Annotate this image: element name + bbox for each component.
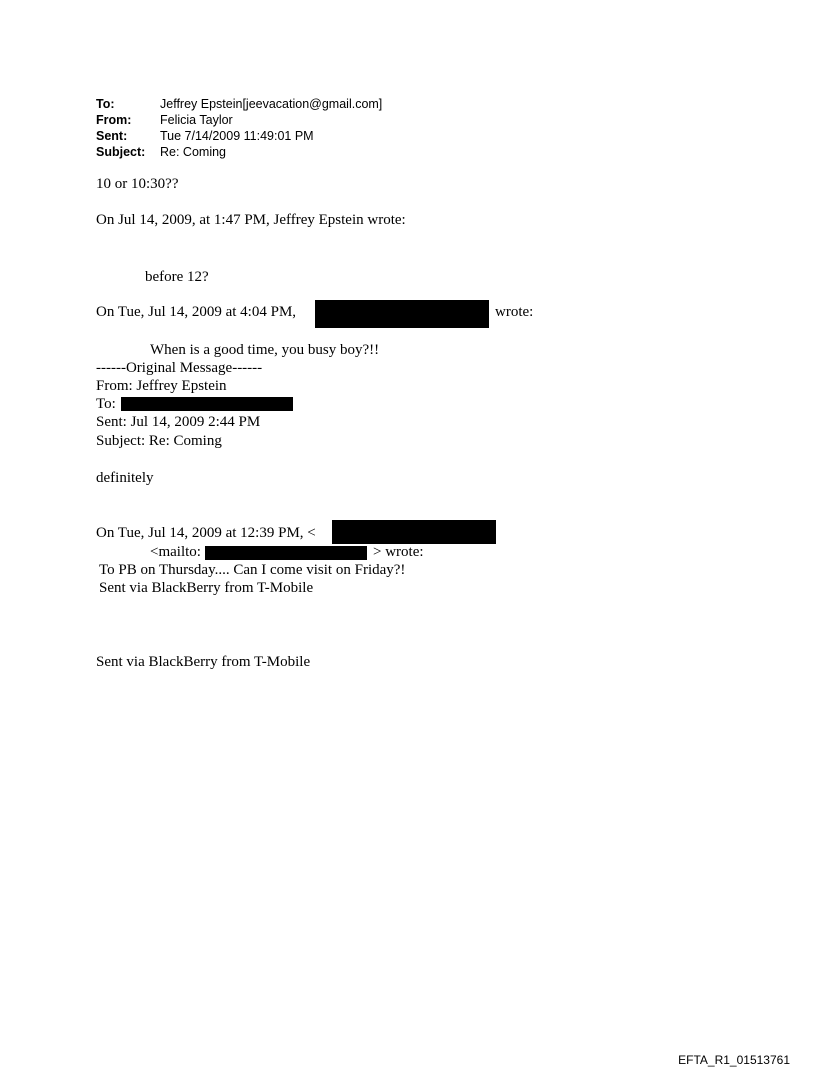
signature: Sent via BlackBerry from T-Mobile xyxy=(96,654,311,670)
email-header xyxy=(96,96,382,160)
to-row xyxy=(96,96,382,112)
sent-value: Tue 7/14/2009 11:49:01 PM xyxy=(160,129,314,143)
redaction-box xyxy=(121,397,293,411)
quote1-header: On Jul 14, 2009, at 1:47 PM, Jeffrey Epstein wrote: xyxy=(96,212,406,228)
to-label: To: xyxy=(96,97,115,111)
quote2-header xyxy=(96,303,296,321)
orig-sent: Sent: Jul 14, 2009 2:44 PM xyxy=(96,414,261,430)
orig-subject: Subject: Re: Coming xyxy=(96,433,222,449)
orig-to: To: xyxy=(96,396,116,412)
sent-row xyxy=(96,128,382,144)
quote3-line2: Sent via BlackBerry from T-Mobile xyxy=(99,580,314,596)
from-value: Felicia Taylor xyxy=(160,113,233,127)
quote3-header-prefix: On Tue, Jul 14, 2009 at 12:39 PM, < xyxy=(96,525,316,541)
sent-label: Sent: xyxy=(96,129,128,143)
quote3-line1: To PB on Thursday.... Can I come visit on Friday?! xyxy=(99,562,406,578)
redaction-box xyxy=(315,300,489,328)
orig-from: From: Jeffrey Epstein xyxy=(96,378,227,394)
original-message-separator: ------Original Message------ xyxy=(96,360,263,376)
quote3-mailto-prefix: <mailto: xyxy=(150,544,201,560)
quote2-header-prefix: On Tue, Jul 14, 2009 at 4:04 PM, xyxy=(96,304,297,320)
orig-text: definitely xyxy=(96,470,154,486)
redaction-box xyxy=(332,520,496,544)
reply-text: 10 or 10:30?? xyxy=(96,176,179,192)
from-row xyxy=(96,112,382,128)
quote2-text: When is a good time, you busy boy?!! xyxy=(150,342,380,358)
quote3-mailto-suffix: > wrote: xyxy=(373,544,424,560)
quote1-text: before 12? xyxy=(145,269,209,285)
quote2-header-suffix: wrote: xyxy=(495,304,534,320)
subject-row xyxy=(96,144,382,160)
document-id: EFTA_R1_01513761 xyxy=(678,1053,790,1067)
subject-label: Subject: xyxy=(96,145,146,159)
subject-value: Re: Coming xyxy=(160,145,226,159)
redaction-box xyxy=(205,546,367,560)
to-value: Jeffrey Epstein[jeevacation@gmail.com] xyxy=(160,97,383,111)
from-label: From: xyxy=(96,113,132,127)
